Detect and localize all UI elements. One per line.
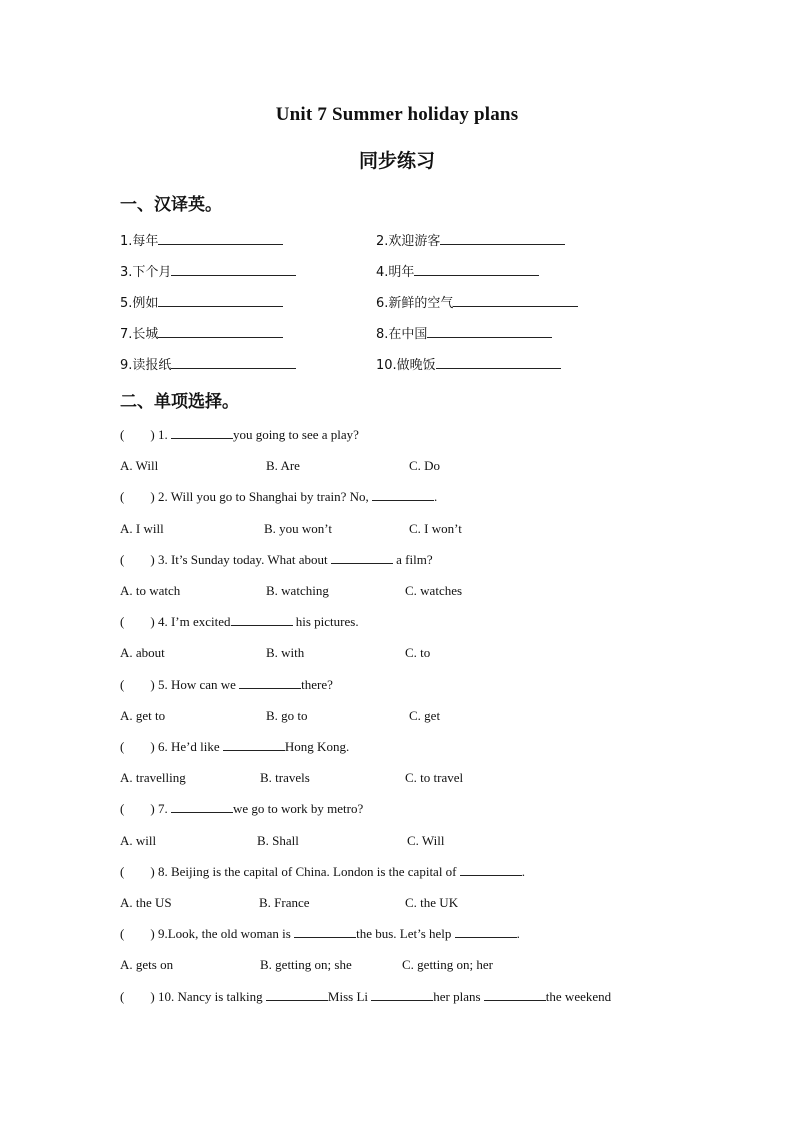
option-c[interactable]: C. the UK — [405, 895, 459, 910]
answer-blank[interactable] — [266, 989, 328, 1001]
option-a[interactable]: A. the US — [120, 895, 172, 910]
option-b[interactable]: B. France — [259, 895, 310, 910]
option-a[interactable]: A. travelling — [120, 770, 186, 785]
option-c[interactable]: C. to travel — [405, 770, 464, 785]
answer-line[interactable] — [436, 356, 561, 369]
question-row: ( ) 5. How can we there? — [120, 677, 333, 692]
question-row: ( ) 3. It’s Sunday today. What about a film? — [120, 552, 433, 567]
option-b[interactable]: B. getting on; she — [260, 957, 352, 972]
option-c[interactable]: C. to — [405, 645, 431, 660]
answer-blank[interactable] — [231, 614, 293, 626]
answer-blank[interactable] — [331, 552, 393, 564]
question-row: ( ) 8. Beijing is the capital of China. London is the capital of . — [120, 864, 526, 879]
option-c[interactable]: C. I won’t — [409, 521, 462, 536]
vocab-label: 10.做晚饭 — [376, 358, 436, 373]
vocab-item — [120, 230, 283, 249]
vocab-label: 2.欢迎游客 — [376, 234, 441, 249]
vocab-label: 3.下个月 — [120, 265, 172, 280]
vocab-item — [376, 354, 561, 373]
vocab-item — [376, 230, 565, 249]
option-c[interactable]: C. get — [409, 708, 441, 723]
answer-blank[interactable] — [171, 427, 233, 439]
option-c[interactable]: C. getting on; her — [402, 957, 493, 972]
answer-blank[interactable] — [171, 801, 233, 813]
vocab-label: 4.明年 — [376, 265, 415, 280]
answer-line[interactable] — [158, 325, 283, 338]
vocab-label: 9.读报纸 — [120, 358, 172, 373]
option-b[interactable]: B. with — [266, 645, 305, 660]
answer-line[interactable] — [414, 263, 539, 276]
page-title: Unit 7 Summer holiday plans — [275, 104, 519, 125]
section-heading-choice: 二、单项选择。 — [120, 392, 239, 412]
option-b[interactable]: B. Shall — [257, 833, 299, 848]
answer-line[interactable] — [171, 263, 296, 276]
vocab-item — [120, 292, 283, 311]
answer-line[interactable] — [453, 294, 578, 307]
vocab-label: 1.每年 — [120, 234, 159, 249]
answer-blank[interactable] — [294, 926, 356, 938]
vocab-item — [376, 323, 552, 342]
vocab-label: 8.在中国 — [376, 327, 428, 342]
page-subtitle: 同步练习 — [358, 150, 435, 172]
answer-line[interactable] — [440, 232, 565, 245]
option-b[interactable]: B. watching — [266, 583, 329, 598]
option-a[interactable]: A. I will — [120, 521, 164, 536]
option-b[interactable]: B. Are — [266, 458, 300, 473]
question-row: ( ) 4. I’m excited his pictures. — [120, 614, 359, 629]
answer-line[interactable] — [158, 232, 283, 245]
option-b[interactable]: B. you won’t — [264, 521, 333, 536]
question-row: ( ) 6. He’d like Hong Kong. — [120, 739, 350, 754]
option-a[interactable]: A. Will — [120, 458, 159, 473]
question-row: ( ) 7. we go to work by metro? — [120, 801, 364, 816]
option-a[interactable]: A. gets on — [120, 957, 174, 972]
vocab-label: 6.新鲜的空气 — [376, 296, 454, 311]
vocab-item — [376, 292, 578, 311]
answer-line[interactable] — [171, 356, 296, 369]
option-b[interactable]: B. travels — [260, 770, 310, 785]
option-a[interactable]: A. will — [120, 833, 157, 848]
question-row: ( ) 9.Look, the old woman is the bus. Let’s help . — [120, 926, 520, 941]
answer-blank[interactable] — [460, 864, 522, 876]
answer-blank[interactable] — [372, 489, 434, 501]
answer-blank[interactable] — [223, 739, 285, 751]
vocab-label: 7.长城 — [120, 327, 159, 342]
vocab-label: 5.例如 — [120, 296, 159, 311]
option-c[interactable]: C. watches — [405, 583, 463, 598]
option-a[interactable]: A. get to — [120, 708, 166, 723]
question-row: ( ) 10. Nancy is talking Miss Li her plans the weekend — [120, 989, 612, 1004]
vocab-item — [376, 261, 539, 280]
vocab-item — [120, 323, 283, 342]
option-a[interactable]: A. to watch — [120, 583, 181, 598]
vocab-item — [120, 261, 296, 280]
option-b[interactable]: B. go to — [266, 708, 308, 723]
option-c[interactable]: C. Will — [407, 833, 445, 848]
answer-blank[interactable] — [239, 677, 301, 689]
answer-line[interactable] — [158, 294, 283, 307]
answer-blank[interactable] — [371, 989, 433, 1001]
question-row: ( ) 1. you going to see a play? — [120, 427, 359, 442]
answer-blank[interactable] — [484, 989, 546, 1001]
option-a[interactable]: A. about — [120, 645, 165, 660]
section-heading-translation: 一、汉译英。 — [120, 195, 222, 215]
option-c[interactable]: C. Do — [409, 458, 441, 473]
question-row: ( ) 2. Will you go to Shanghai by train? No, . — [120, 489, 438, 504]
answer-blank[interactable] — [455, 926, 517, 938]
vocab-item — [120, 354, 296, 373]
answer-line[interactable] — [427, 325, 552, 338]
